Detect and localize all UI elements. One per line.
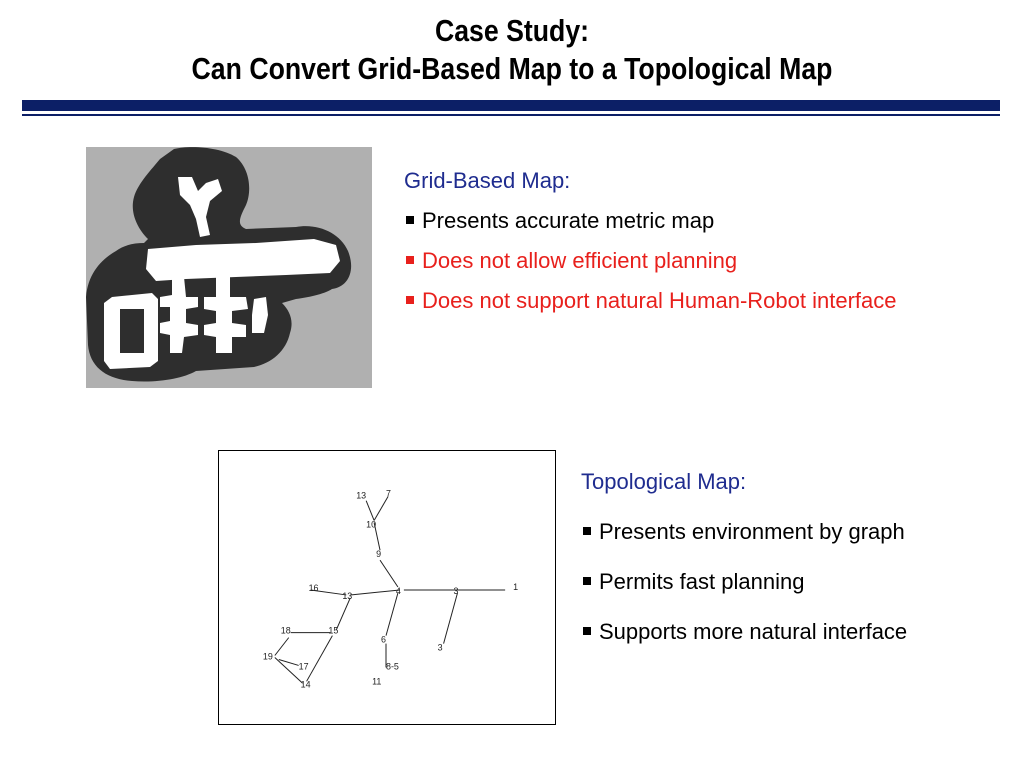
grid-based-map-image [86,147,372,388]
node-label: 8-5 [386,661,399,672]
bullet-square-icon [406,296,414,304]
title-line-2: Can Convert Grid-Based Map to a Topological Map [191,51,833,86]
grid-section-heading: Grid-Based Map: [404,168,571,193]
node-label: 15 [328,625,339,636]
node-label: 6 [381,634,387,645]
bullet-square-icon [406,216,414,224]
topo-section [581,468,907,646]
node-label: 13 [342,590,353,601]
bullet-square-icon [583,577,591,585]
node-label: 11 [372,676,382,687]
node-label: 1 [513,581,519,592]
topo-bullet-2-text: Permits fast planning [599,569,805,594]
grid-section [404,167,896,315]
title-rule-thin [22,114,1000,116]
topological-map-image [218,450,556,725]
topo-bullet-2 [581,568,907,596]
grid-bullet-2-text: Does not allow efficient planning [422,248,738,273]
topo-bullet-1-text: Presents environment by graph [599,519,905,544]
grid-bullet-3-text: Does not support natural Human-Robot interface [422,288,897,313]
bullet-square-icon [583,627,591,635]
bullet-square-icon [406,256,414,264]
topo-bullet-1 [581,518,907,546]
topo-bullet-3-text: Supports more natural interface [599,619,908,644]
node-label: 3 [453,585,459,596]
topo-bullet-3 [581,618,907,646]
bullet-square-icon [583,527,591,535]
node-label: 14 [300,679,311,690]
node-label: 10 [366,519,377,530]
title-rule-thick [22,100,1000,111]
node-label: 17 [298,661,309,672]
node-label: 13 [356,490,367,501]
node-label: 9 [376,549,382,560]
topo-section-heading: Topological Map: [581,469,747,494]
node-label: 4 [395,585,401,596]
title-line-1: Case Study: [434,13,590,48]
node-label: 16 [308,582,319,593]
node-label: 7 [386,488,391,499]
node-label: 18 [280,625,291,636]
grid-bullet-2 [404,247,896,275]
slide-title [72,12,953,88]
node-label: 19 [262,651,273,662]
grid-bullet-3 [404,287,896,315]
grid-bullet-1 [404,207,896,235]
node-label: 3 [437,642,443,653]
grid-bullet-1-text: Presents accurate metric map [422,208,715,233]
